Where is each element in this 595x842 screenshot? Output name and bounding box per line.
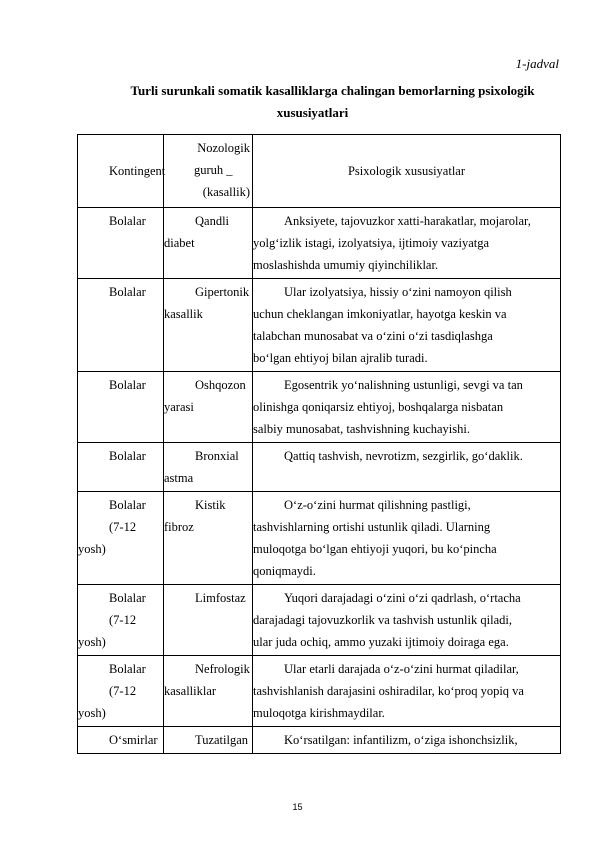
features-cell-line: Qattiq tashvish, nevrotizm, sezgirlik, go‘daklik.: [284, 449, 523, 463]
contingent-cell: [78, 492, 164, 585]
title-line-1: Turli surunkali somatik kasalliklarga chalingan bemorlarning psixologik: [130, 83, 535, 98]
features-cell: [253, 727, 561, 754]
contingent-cell: [78, 279, 164, 372]
contingent-cell-line: O‘smirlar: [109, 733, 158, 747]
features-cell-line: Ko‘rsatilgan: infantilizm, o‘ziga ishonchsizlik,: [284, 733, 518, 747]
features-cell-line: talabchan munosabat va o‘zini o‘zi tasdiqlashga: [253, 329, 493, 343]
features-cell-line: Yuqori darajadagi o‘zini o‘zi qadrlash, o‘rtacha: [284, 591, 521, 605]
contingent-cell-line: yosh): [78, 635, 106, 649]
features-cell-line: yolg‘izlik istagi, izolyatsiya, ijtimoiy vaziyatga: [253, 236, 490, 250]
features-cell: [253, 279, 561, 372]
nosology-cell: [164, 279, 253, 372]
contingent-cell-line: Bolalar: [109, 214, 146, 228]
features-cell-line: Ular izolyatsiya, hissiy o‘zini namoyon qilish: [284, 285, 512, 299]
nosology-cell-line: fibroz: [164, 520, 194, 534]
nosology-cell: [164, 208, 253, 279]
nosology-cell-line: kasallik: [164, 307, 203, 321]
table-row: [78, 279, 561, 372]
nosology-cell-line: Nefrologik: [195, 662, 250, 676]
table-row: [78, 727, 561, 754]
contingent-cell: [78, 727, 164, 754]
contingent-cell-line: Bolalar: [109, 449, 146, 463]
contingent-cell-line: Bolalar: [109, 662, 146, 676]
features-cell-line: ular juda ochiq, ammo yuzaki ijtimoiy doiraga ega.: [253, 635, 509, 649]
features-cell-line: moslashishda umumiy qiyinchiliklar.: [253, 258, 439, 272]
contingent-cell: [78, 656, 164, 727]
nosology-cell: [164, 727, 253, 754]
features-cell: [253, 208, 561, 279]
nosology-cell: [164, 372, 253, 443]
contingent-cell: [78, 208, 164, 279]
contingent-cell-line: Bolalar: [109, 285, 146, 299]
contingent-cell-line: (7-12: [109, 520, 137, 534]
table-row: [78, 585, 561, 656]
features-cell: [253, 372, 561, 443]
features-cell-line: bo‘lgan ehtiyoj bilan ajralib turadi.: [253, 351, 428, 365]
nosology-cell-line: Gipertonik: [195, 285, 250, 299]
contingent-cell: [78, 372, 164, 443]
features-cell-line: olinishga qoniqarsiz ehtiyoj, boshqalarga nisbatan: [253, 400, 504, 414]
features-cell: [253, 656, 561, 727]
nosology-cell: [164, 656, 253, 727]
table-row: [78, 208, 561, 279]
features-cell-line: qoniqmaydi.: [253, 564, 316, 578]
features-cell-line: tashvishlanish darajasini oshiradilar, ko‘proq yopiq va: [253, 684, 524, 698]
header-features: Psixologik xususiyatlar: [253, 135, 561, 208]
features-cell: [253, 443, 561, 492]
nosology-cell-line: Oshqozon: [195, 378, 246, 392]
nosology-cell-line: diabet: [164, 236, 195, 250]
title-line-2: xususiyatlari: [276, 105, 349, 120]
features-cell-line: muloqotga kirishmaydilar.: [253, 706, 385, 720]
features-cell-line: tashvishlarning ortishi ustunlik qiladi. Ularning: [253, 520, 491, 534]
features-cell-line: O‘z-o‘zini hurmat qilishning pastligi,: [284, 498, 471, 512]
contingent-cell-line: (7-12: [109, 613, 137, 627]
nosology-cell-line: Bronxial: [195, 449, 239, 463]
features-cell-line: Anksiyete, tajovuzkor xatti-harakatlar, mojarolar,: [284, 214, 531, 228]
contingent-cell-line: Bolalar: [109, 378, 146, 392]
nosology-cell-line: yarasi: [164, 400, 194, 414]
nosology-cell-line: kasalliklar: [164, 684, 217, 698]
features-cell-line: uchun cheklangan imkoniyatlar, hayotga keskin va: [253, 307, 507, 321]
contingent-cell-line: Bolalar: [109, 498, 146, 512]
features-cell: [253, 492, 561, 585]
table-row: [78, 492, 561, 585]
nosology-cell: [164, 492, 253, 585]
features-cell-line: Egosentrik yo‘nalishning ustunligi, sevgi va tan: [284, 378, 523, 392]
psychological-features-table: [77, 134, 561, 754]
nosology-cell-line: astma: [164, 471, 194, 485]
contingent-cell-line: (7-12: [109, 684, 137, 698]
table-row: [78, 443, 561, 492]
table-title: [60, 80, 565, 124]
table-header-row: [78, 135, 561, 208]
nosology-cell-line: Tuzatilgan: [195, 733, 249, 747]
contingent-cell-line: yosh): [78, 542, 106, 556]
features-cell-line: salbiy munosabat, tashvishning kuchayishi.: [253, 422, 470, 436]
nosology-cell-line: Kistik: [195, 498, 226, 512]
nosology-cell: [164, 585, 253, 656]
table-row: [78, 372, 561, 443]
nosology-cell: [164, 443, 253, 492]
features-cell-line: muloqotga bo‘lgan ehtiyoji yuqori, bu ko‘pincha: [253, 542, 497, 556]
table-caption: 1-jadval: [515, 56, 559, 71]
features-cell: [253, 585, 561, 656]
table-row: [78, 656, 561, 727]
contingent-cell: [78, 585, 164, 656]
features-cell-line: Ular etarli darajada o‘z-o‘zini hurmat qiladilar,: [284, 662, 519, 676]
contingent-cell-line: yosh): [78, 706, 106, 720]
page-number: 15: [292, 802, 303, 812]
header-contingent: Kontingent: [78, 135, 164, 208]
nosology-cell-line: Limfostaz: [195, 591, 246, 605]
features-cell-line: darajadagi tajovuzkorlik va tashvish ustunlik qiladi,: [253, 613, 512, 627]
header-nosology: Nozologik guruh _ (kasallik): [164, 135, 253, 208]
contingent-cell: [78, 443, 164, 492]
contingent-cell-line: Bolalar: [109, 591, 146, 605]
nosology-cell-line: Qandli: [195, 214, 230, 228]
